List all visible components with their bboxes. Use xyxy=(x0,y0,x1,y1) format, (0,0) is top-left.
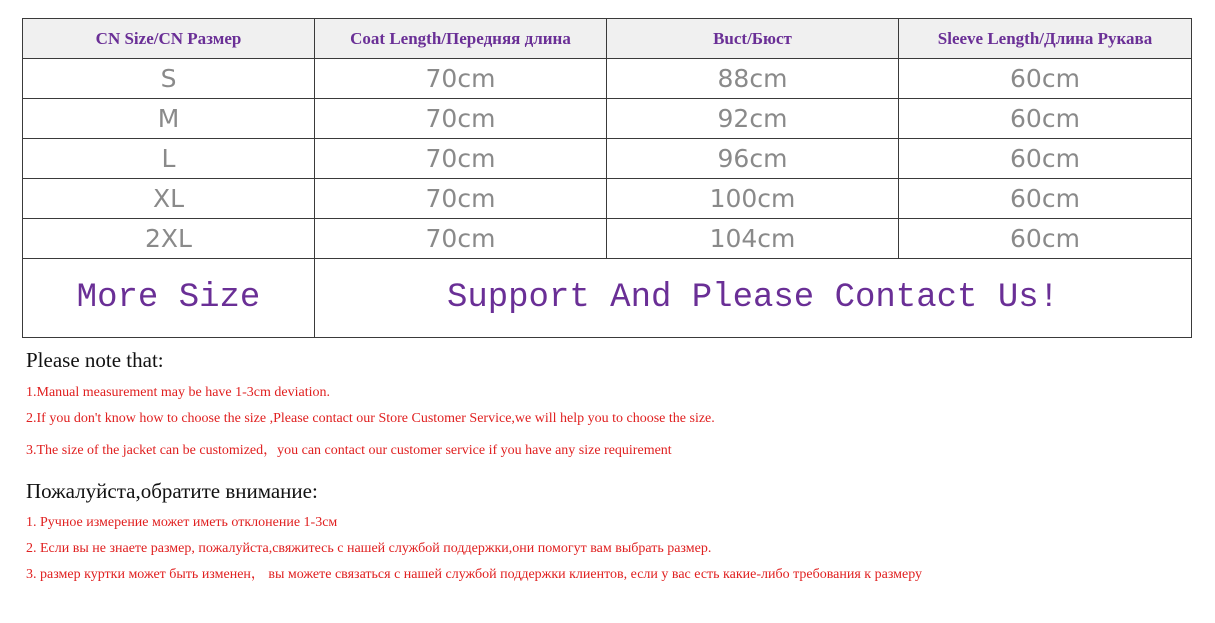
note-ru-1: 1. Ручное измерение может иметь отклонение 1-3см xyxy=(26,515,338,530)
coat-length-cell: 70cm xyxy=(315,139,607,179)
sleeve-length-cell: 60cm xyxy=(899,59,1192,99)
table-row xyxy=(23,179,1192,219)
size-cell: XL xyxy=(23,179,315,219)
coat-length-cell: 70cm xyxy=(315,59,607,99)
note-ru-3: 3. размер куртки может быть изменен， вы можете связаться с нашей службой поддержки клиентов, если у вас есть какие-либо требования к размеру xyxy=(26,567,923,582)
table-header-row xyxy=(23,19,1192,59)
note-en-1: 1.Manual measurement may be have 1-3cm deviation. xyxy=(26,385,331,400)
more-size-label: More Size xyxy=(23,259,315,338)
table-row xyxy=(23,99,1192,139)
header-cn-size: CN Size/CN Размер xyxy=(23,19,315,59)
table-row xyxy=(23,139,1192,179)
notes-heading-en: Please note that: xyxy=(26,348,164,372)
contact-us-label: Support And Please Contact Us! xyxy=(315,259,1192,338)
header-coat-length: Coat Length/Передняя длина xyxy=(315,19,607,59)
note-ru-2: 2. Если вы не знаете размер, пожалуйста,свяжитесь с нашей службой поддержки,они помогут вам выбрать размер. xyxy=(26,541,712,556)
coat-length-cell: 70cm xyxy=(315,219,607,259)
header-bust: Buct/Бюст xyxy=(607,19,899,59)
size-cell: 2XL xyxy=(23,219,315,259)
sleeve-length-cell: 60cm xyxy=(899,99,1192,139)
table-row xyxy=(23,219,1192,259)
bust-cell: 96cm xyxy=(607,139,899,179)
table-row xyxy=(23,59,1192,99)
more-size-row xyxy=(23,259,1192,338)
notes-section xyxy=(26,346,1196,584)
sleeve-length-cell: 60cm xyxy=(899,219,1192,259)
bust-cell: 92cm xyxy=(607,99,899,139)
size-cell: S xyxy=(23,59,315,99)
size-table xyxy=(22,18,1192,338)
note-en-3: 3.The size of the jacket can be customized，you can contact our customer service if you have any size requirement xyxy=(26,443,672,458)
size-cell: L xyxy=(23,139,315,179)
note-en-2: 2.If you don't know how to choose the size ,Please contact our Store Customer Service,we will help you to choose the size. xyxy=(26,411,715,426)
size-cell: M xyxy=(23,99,315,139)
bust-cell: 88cm xyxy=(607,59,899,99)
sleeve-length-cell: 60cm xyxy=(899,139,1192,179)
bust-cell: 100cm xyxy=(607,179,899,219)
notes-heading-ru: Пожалуйста,обратите внимание: xyxy=(26,479,318,503)
coat-length-cell: 70cm xyxy=(315,179,607,219)
coat-length-cell: 70cm xyxy=(315,99,607,139)
bust-cell: 104cm xyxy=(607,219,899,259)
sleeve-length-cell: 60cm xyxy=(899,179,1192,219)
header-sleeve-length: Sleeve Length/Длина Рукава xyxy=(899,19,1192,59)
